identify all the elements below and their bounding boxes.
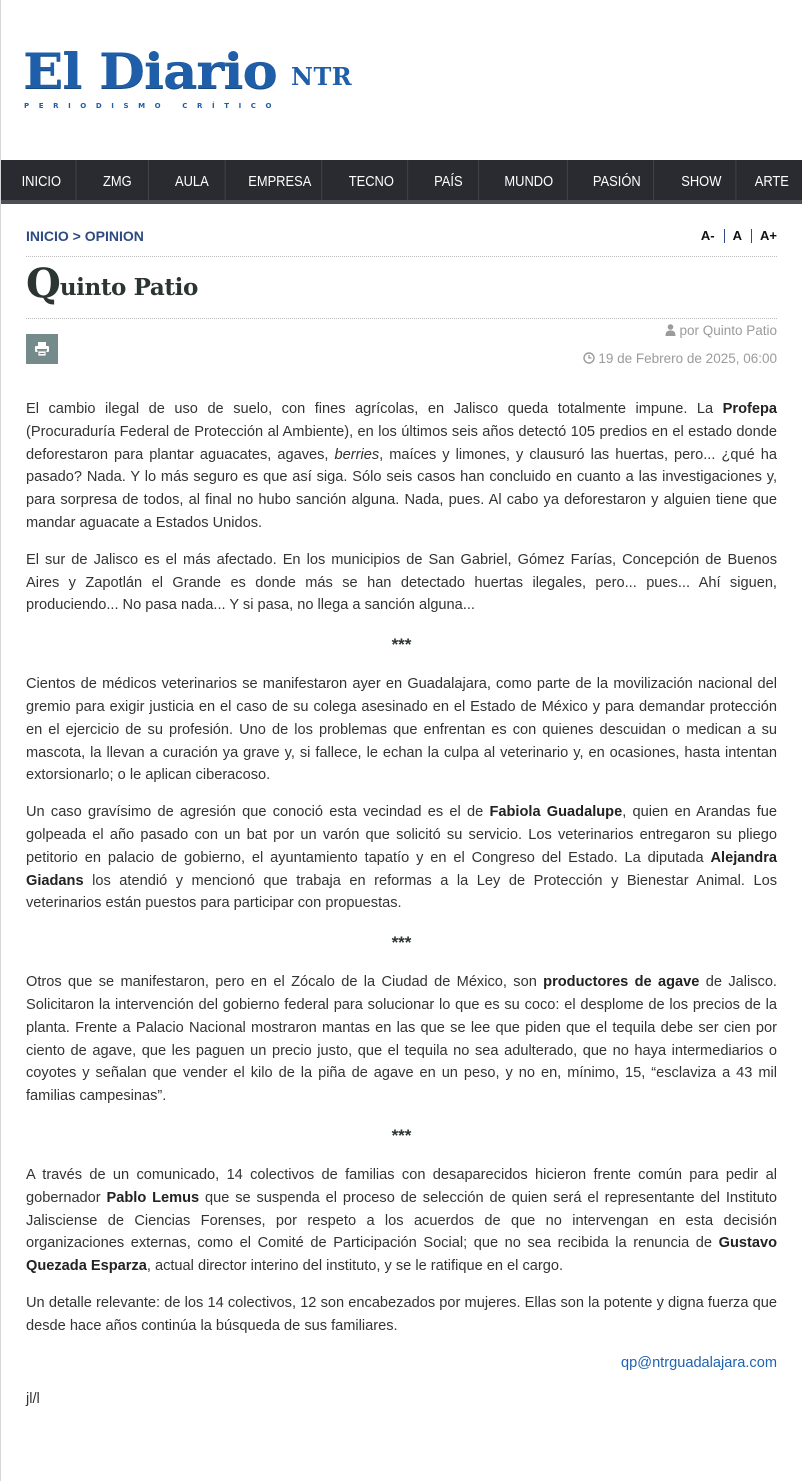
article-title <box>26 262 198 310</box>
article-author <box>665 322 777 340</box>
title-text: uinto Patio <box>59 274 198 301</box>
section-separator: *** <box>391 1125 412 1145</box>
bold-text: productores de agave <box>543 974 700 991</box>
paragraph: Otros que se manifestaron, pero en el Zócalo de la Ciudad de México, son productores de agave de Jalisco. Solicitaron la intervención del gobierno federal para solucionar lo que es su coco: el desplome de los precios de la planta. Frente a Palacio Nacional mostraron mantas en las que se lee que piden que el tequila debe ser cien por ciento de agave, que les paguen un precio justo, que el tequila no sea adulterado, que no haya intermediarios o coyotes y señalan que vender el kilo de la piña de agave en un peso, y no en, mínimo, 15, “esclaviza a 43 mil familias campesinas”. <box>26 974 777 1105</box>
dotted-divider <box>26 318 777 319</box>
article-date <box>583 350 777 368</box>
breadcrumb-separator: > <box>72 228 81 244</box>
bold-text: Pablo Lemus <box>106 1189 200 1206</box>
author-name[interactable]: por Quinto Patio <box>679 323 777 338</box>
font-increase-button[interactable]: A+ <box>760 228 777 243</box>
author-email <box>26 1352 777 1375</box>
clock-icon <box>583 352 595 364</box>
logo-wordmark: El Diario <box>23 43 277 101</box>
nav-item-pais[interactable]: PAÍS <box>419 160 479 200</box>
site-logo[interactable] <box>23 44 383 116</box>
paragraph: Un detalle relevante: de los 14 colectivos, 12 son encabezados por mujeres. Ellas son la potente y digna fuerza que desde hace años continúa la búsqueda de sus familiares. <box>26 1294 777 1334</box>
nav-item-pasion[interactable]: PASIÓN <box>580 160 654 200</box>
editor-signature: jl/l <box>26 1391 40 1408</box>
italic-text: berries <box>334 446 380 463</box>
breadcrumb <box>26 227 144 245</box>
paragraph: A través de un comunicado, 14 colectivos de familias con desaparecidos hicieron frente común para pedir al gobernador Pablo Lemus que se suspenda el proceso de selección de quien será el representante del Instituto Jalisciense de Ciencias Forenses, por respeto a los acuerdos de que no intervengan en esta decisión organizaciones externas, como el Comité de Participación Social; que no sea recibida la renuncia de Gustavo Quezada Esparza, actual director interino del instituto, y se le ratifique en el cargo. <box>26 1166 777 1275</box>
breadcrumb-section-link[interactable]: OPINION <box>84 228 144 244</box>
title-drop-cap: Q <box>26 260 60 307</box>
divider <box>751 229 752 243</box>
nav-item-tecno[interactable]: TECNO <box>335 160 409 200</box>
section-separator: *** <box>391 933 412 953</box>
font-decrease-button[interactable]: A- <box>700 228 715 243</box>
nav-item-arte[interactable]: ARTE <box>755 173 790 190</box>
bold-text: Fabiola Guadalupe <box>489 804 623 821</box>
bold-text: Profepa <box>722 401 777 417</box>
nav-item-aula[interactable]: AULA <box>159 160 225 200</box>
paragraph: Cientos de médicos veterinarios se manifestaron ayer en Guadalajara, como parte de la movilización nacional del gremio para exigir justicia en el caso de su colega asesinado en el Estado de México y para demandar protección en el ejercicio de su profesión. Uno de los problemas que enfrentan es con quienes descuidan o medican a su mascota, la llevan a curación ya grave y, si fallece, le echan la culpa al veterinario y, en ocasiones, hasta intentan extorsionarlo; o le aplican ciberacoso. <box>26 676 777 784</box>
divider <box>724 229 725 243</box>
print-icon <box>34 341 50 357</box>
bold-text: Alejandra Giadans <box>26 849 777 889</box>
paragraph: El cambio ilegal de uso de suelo, con fines agrícolas, en Jalisco queda totalmente impune. La Profepa (Procuraduría Federal de Protección al Ambiente), en los últimos seis años detectó 105 predios en el estado donde deforestaron para plantar aguacates, agaves, berries, maíces y limones, y clausuró las huertas, pero... ¿qué ha pasado? Nada. Y lo más seguro es que así siga. Sólo seis casos han concluido en cuanto a las investigaciones y, para sorpresa de todos, al final no hubo sanción alguna. Nada, pues. Al cabo ya deforestaron y alguien tiene que mandar aguacate a Estados Unidos. <box>26 401 778 531</box>
dotted-divider <box>26 256 777 257</box>
paragraph: El sur de Jalisco es el más afectado. En los municipios de San Gabriel, Gómez Farías, Concepción de Buenos Aires y Zapotlán el Grande es donde más se han detectado huertas ilegales, pero... pues... Ahí siguen, produciendo... No pasa nada... Y si pasa, no llega a sanción alguna... <box>26 551 777 614</box>
email-link[interactable]: qp@ntrguadalajara.com <box>621 1354 777 1371</box>
font-size-controls <box>701 227 777 245</box>
main-nav <box>1 160 802 204</box>
user-icon <box>665 324 676 336</box>
nav-item-show[interactable]: SHOW <box>667 160 737 200</box>
nav-item-empresa[interactable]: EMPRESA <box>237 160 322 200</box>
logo-tagline: PERIODISMO CRÍTICO <box>24 102 282 110</box>
nav-item-inicio[interactable]: INICIO <box>7 160 77 200</box>
page-left-border <box>0 0 1 1481</box>
font-normal-button[interactable]: A <box>732 228 743 243</box>
nav-item-mundo[interactable]: MUNDO <box>490 160 568 200</box>
breadcrumb-home-link[interactable]: INICIO <box>26 228 69 244</box>
logo-suffix: NTR <box>291 62 353 91</box>
print-button[interactable] <box>26 334 58 364</box>
bold-text: Gustavo Quezada Esparza <box>26 1235 777 1275</box>
section-separator: *** <box>391 635 412 655</box>
date-text: 19 de Febrero de 2025, 06:00 <box>598 351 777 366</box>
nav-item-zmg[interactable]: ZMG <box>87 160 149 200</box>
article-body <box>26 398 777 1425</box>
paragraph: Un caso gravísimo de agresión que conoció esta vecindad es el de Fabiola Guadalupe, quien en Arandas fue golpeada el año pasado con un bat por un varón que solicitó su servicio. Los veterinarios entregaron su pliego petitorio en palacio de gobierno, el ayuntamiento tapatío y en el Congreso del Estado. La diputada Alejandra Giadans los atendió y mencionó que trabaja en reformas a la Ley de Protección y Bienestar Animal. Los veterinarios están puestos para participar con propuestas. <box>26 804 778 912</box>
